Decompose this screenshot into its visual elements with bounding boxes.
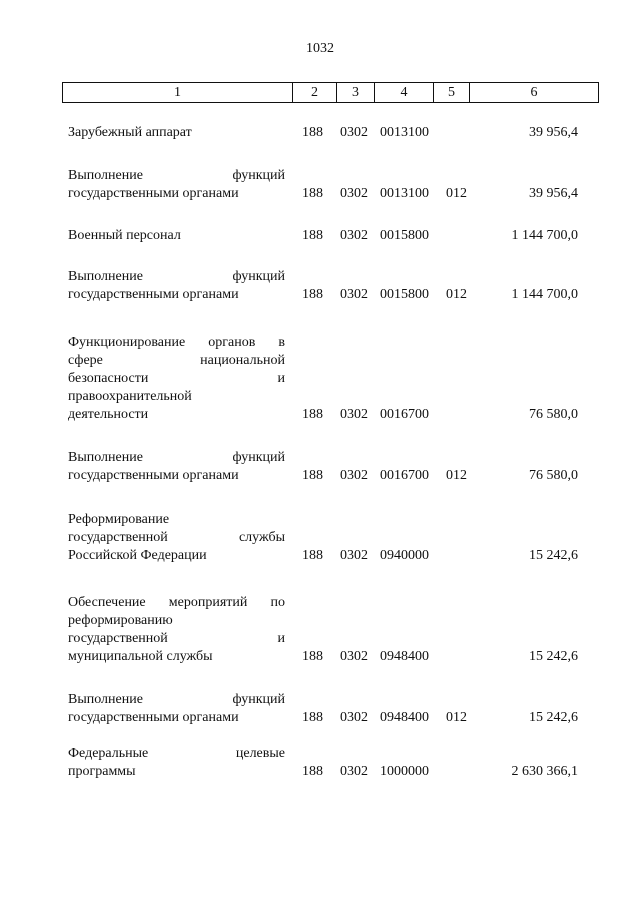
row-col4: 0015800: [380, 228, 429, 243]
row-name-line: Выполнение функций: [68, 450, 285, 465]
row-col3: 0302: [340, 186, 368, 201]
table-row: [0, 124, 640, 142]
row-name-line: Федеральные целевые: [68, 746, 285, 761]
row-col6: 15 242,6: [529, 710, 578, 725]
row-name-line: Выполнение функций: [68, 269, 285, 284]
row-col5: 012: [446, 468, 467, 483]
row-name-line: Зарубежный аппарат: [68, 125, 192, 140]
table-row: [0, 227, 640, 245]
header-col-5: 5: [434, 83, 470, 102]
row-col3: 0302: [340, 228, 368, 243]
row-col4: 0948400: [380, 710, 429, 725]
row-col2: 188: [302, 548, 323, 563]
row-name-line: Реформирование: [68, 512, 170, 527]
row-col4: 0016700: [380, 407, 429, 422]
row-name: [68, 268, 285, 304]
row-col4: 0940000: [380, 548, 429, 563]
header-col-3: 3: [337, 83, 375, 102]
row-name-line: реформированию: [68, 613, 173, 628]
row-name-line: Российской Федерации: [68, 548, 207, 563]
table-row: [0, 511, 640, 565]
row-col4: 0016700: [380, 468, 429, 483]
row-col5: 012: [446, 186, 467, 201]
row-col6: 39 956,4: [529, 125, 578, 140]
row-col2: 188: [302, 468, 323, 483]
row-col2: 188: [302, 287, 323, 302]
row-col2: 188: [302, 764, 323, 779]
row-name-line: Военный персонал: [68, 228, 181, 243]
row-col5: 012: [446, 710, 467, 725]
table-row: [0, 167, 640, 203]
header-col-2: 2: [293, 83, 337, 102]
row-col4: 0948400: [380, 649, 429, 664]
row-col2: 188: [302, 125, 323, 140]
row-col4: 1000000: [380, 764, 429, 779]
row-name: [68, 745, 285, 781]
table-row: [0, 449, 640, 485]
row-name-line: муниципальной службы: [68, 649, 213, 664]
row-name-line: государственными органами: [68, 468, 239, 483]
row-name-line: Выполнение функций: [68, 168, 285, 183]
row-name-line: безопасности и: [68, 371, 285, 386]
table-row: [0, 334, 640, 424]
row-name-line: государственной службы: [68, 530, 285, 545]
row-col4: 0015800: [380, 287, 429, 302]
row-name: [68, 167, 285, 203]
row-col2: 188: [302, 710, 323, 725]
row-col3: 0302: [340, 649, 368, 664]
row-name-line: деятельности: [68, 407, 149, 422]
row-col3: 0302: [340, 407, 368, 422]
row-col2: 188: [302, 228, 323, 243]
row-name: [68, 124, 285, 142]
row-col6: 39 956,4: [529, 186, 578, 201]
row-col6: 1 144 700,0: [511, 228, 578, 243]
row-col2: 188: [302, 186, 323, 201]
row-col3: 0302: [340, 125, 368, 140]
row-name-line: Выполнение функций: [68, 692, 285, 707]
row-name-line: государственными органами: [68, 287, 239, 302]
row-name: [68, 449, 285, 485]
header-col-6: 6: [530, 85, 538, 100]
row-col4: 0013100: [380, 125, 429, 140]
row-col5: 012: [446, 287, 467, 302]
row-name-line: правоохранительной: [68, 389, 192, 404]
row-col6: 15 242,6: [529, 548, 578, 563]
table-row: [0, 691, 640, 727]
row-name-line: государственной и: [68, 631, 285, 646]
table-row: [0, 268, 640, 304]
table-header: [62, 82, 599, 103]
page-number: 1032: [306, 41, 334, 56]
table-row: [0, 594, 640, 666]
header-col-4: 4: [375, 83, 434, 102]
row-col3: 0302: [340, 764, 368, 779]
row-col3: 0302: [340, 468, 368, 483]
row-name-line: программы: [68, 764, 136, 779]
row-col6: 76 580,0: [529, 468, 578, 483]
row-col3: 0302: [340, 287, 368, 302]
row-col6: 15 242,6: [529, 649, 578, 664]
row-col3: 0302: [340, 548, 368, 563]
row-name: [68, 227, 285, 245]
row-name: [68, 691, 285, 727]
row-col6: 2 630 366,1: [511, 764, 578, 779]
row-name-line: Обеспечение мероприятий по: [68, 595, 285, 610]
row-col3: 0302: [340, 710, 368, 725]
row-name-line: государственными органами: [68, 710, 239, 725]
row-col2: 188: [302, 407, 323, 422]
table-row: [0, 745, 640, 781]
row-col6: 1 144 700,0: [511, 287, 578, 302]
row-name-line: сфере национальной: [68, 353, 285, 368]
row-name-line: государственными органами: [68, 186, 239, 201]
row-col6: 76 580,0: [529, 407, 578, 422]
row-name: [68, 511, 285, 565]
header-col-1: 1: [63, 83, 293, 102]
row-name-line: Функционирование органов в: [68, 335, 285, 350]
row-col4: 0013100: [380, 186, 429, 201]
row-name: [68, 334, 285, 424]
row-col2: 188: [302, 649, 323, 664]
row-name: [68, 594, 285, 666]
